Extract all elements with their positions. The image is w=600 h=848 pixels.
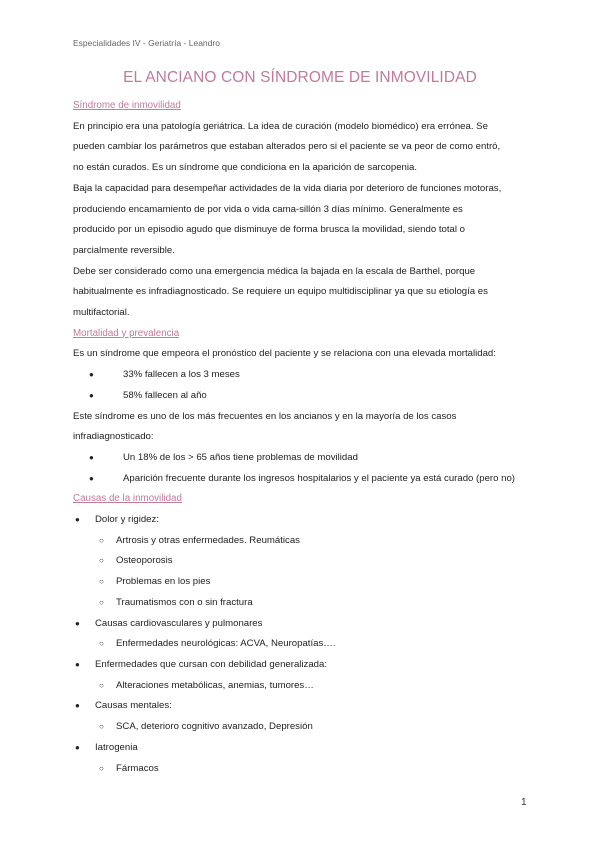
cause-item: ● Iatrogenia xyxy=(73,738,535,759)
list-item: ● Aparición frecuente durante los ingresos hospitalarios y el paciente ya está curado (pero no) xyxy=(73,469,535,490)
cause-subitem: ○ Fármacos xyxy=(73,759,535,780)
cause-subitem: ○ Osteoporosis xyxy=(73,551,535,572)
paragraph-line: Este síndrome es uno de los más frecuentes en los ancianos y en la mayoría de los casos xyxy=(73,410,457,422)
cause-subitem: ○ Problemas en los pies xyxy=(73,572,535,593)
paragraph-line: habitualmente es infradiagnosticado. Se requiere un equipo multidisciplinar ya que su etiología es xyxy=(73,286,488,298)
cause-subitem: ○ Traumatismos con o sin fractura xyxy=(73,593,535,614)
paragraph-line: pueden cambiar los parámetros que estaban alterados pero si el paciente se va peor de como entró, xyxy=(73,141,501,153)
cause-item: ● Causas cardiovasculares y pulmonares xyxy=(73,614,535,635)
paragraph-line: multifactorial. xyxy=(73,307,130,319)
prevalence-list xyxy=(73,448,535,489)
paragraph-line: infradiagnosticado: xyxy=(73,431,154,443)
page-title: EL ANCIANO CON SÍNDROME DE INMOVILIDAD xyxy=(123,69,477,86)
mortality-list xyxy=(73,365,535,406)
paragraph-line: En principio era una patología geriátrica. La idea de curación (modelo biomédico) era errónea. Se xyxy=(73,120,488,132)
page-number: 1 xyxy=(521,797,527,808)
cause-item: ● Causas mentales: xyxy=(73,696,535,717)
causes-list xyxy=(73,510,535,779)
paragraph-line: Baja la capacidad para desempeñar actividades de la vida diaria por deterioro de funciones motoras, xyxy=(73,182,502,194)
paragraph-line: Es un síndrome que empeora el pronóstico del paciente y se relaciona con una elevada mortalidad: xyxy=(73,348,496,360)
cause-subitem: ○ Artrosis y otras enfermedades. Reumáticas xyxy=(73,531,535,552)
list-item: ● Un 18% de los > 65 años tiene problemas de movilidad xyxy=(73,448,535,469)
cause-item: ● Enfermedades que cursan con debilidad generalizada: xyxy=(73,655,535,676)
paragraph-line: Debe ser considerado como una emergencia médica la bajada en la escala de Barthel, porque xyxy=(73,265,476,277)
paragraph-line: parcialmente reversible. xyxy=(73,244,175,256)
cause-subitem: ○ SCA, deterioro cognitivo avanzado, Depresión xyxy=(73,717,535,738)
cause-subitem: ○ Enfermedades neurológicas: ACVA, Neuropatías…. xyxy=(73,634,535,655)
paragraph-line: produciendo encamamiento de por vida o vida cama-sillón 3 días mínimo. Generalmente es xyxy=(73,203,463,215)
document-header: Especialidades IV - Geriatría - Leandro xyxy=(73,38,220,48)
list-item: ● 58% fallecen al año xyxy=(73,386,535,407)
paragraph-line: producido por un episodio agudo que disminuye de forma brusca la movilidad, siendo total o xyxy=(73,224,465,236)
document-body xyxy=(73,96,535,779)
list-item: ● 33% fallecen a los 3 meses xyxy=(73,365,535,386)
cause-item: ● Dolor y rigidez: xyxy=(73,510,535,531)
section-heading-causas: Causas de la inmovilidad xyxy=(73,493,182,505)
section-heading-mortalidad: Mortalidad y prevalencia xyxy=(73,327,180,339)
section-heading-inmovilidad: Síndrome de inmovilidad xyxy=(73,100,181,111)
paragraph-line: no están curados. Es un síndrome que condiciona en la aparición de sarcopenia. xyxy=(73,162,417,174)
cause-subitem: ○ Alteraciones metabólicas, anemias, tumores… xyxy=(73,676,535,697)
